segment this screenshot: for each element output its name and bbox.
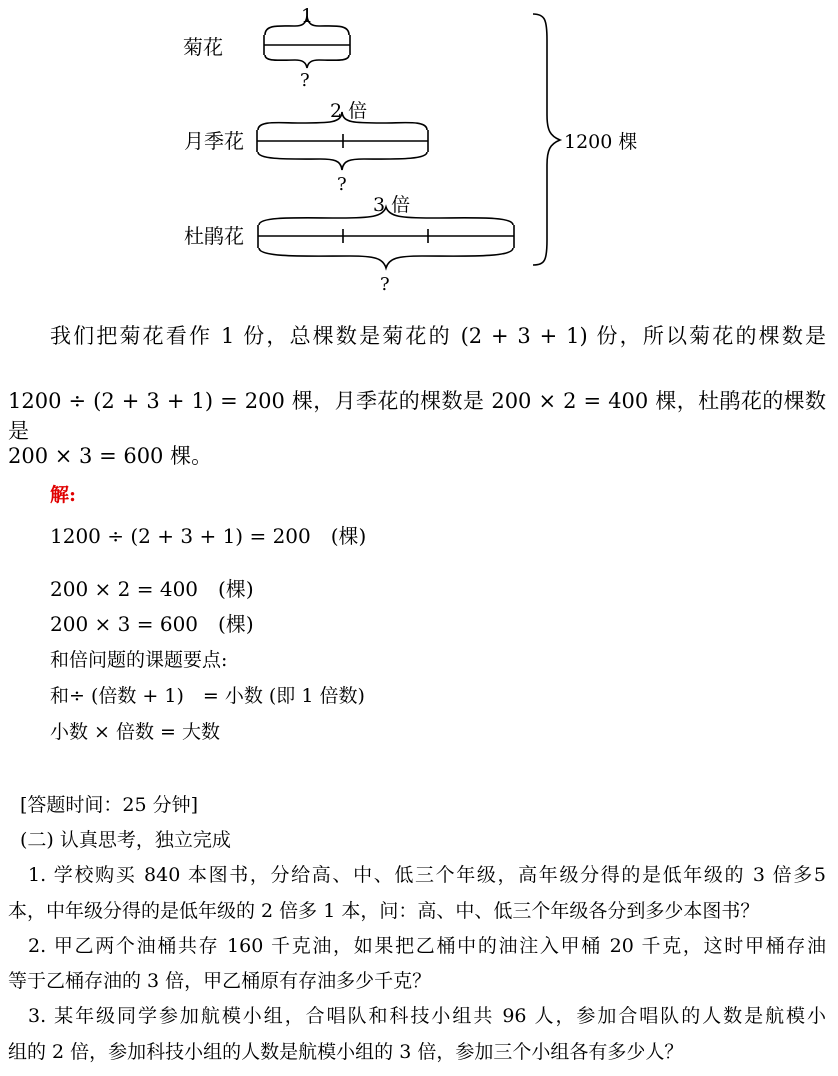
azalea-segment xyxy=(258,225,514,248)
chrysanthemum-bottom-label: ? xyxy=(300,70,310,91)
chrysanthemum-label: 菊花 xyxy=(183,35,223,59)
answer-time: [答题时间：25 分钟] xyxy=(20,794,199,816)
rose-label: 月季花 xyxy=(184,129,244,153)
azalea-bottom-brace xyxy=(259,248,513,268)
solution-equation-3: 200 × 3 = 600 (棵) xyxy=(50,612,254,636)
chrysanthemum-segment xyxy=(264,35,350,55)
rose-bottom-label: ? xyxy=(337,174,347,195)
azalea-label: 杜鹃花 xyxy=(184,224,244,248)
explanation-line-2: 1200 ÷ (2 + 3 + 1) = 200 棵，月季花的棵数是 200 × 2 = 400 棵，杜鹃花的棵数是 xyxy=(8,389,826,443)
chrysanthemum-top-label: 1 xyxy=(301,5,314,27)
key-point-2: 小数 × 倍数 = 大数 xyxy=(50,721,220,743)
rose-bottom-brace xyxy=(258,152,427,170)
chrysanthemum-bottom-brace xyxy=(265,55,349,68)
explanation-line-1: 我们把菊花看作 1 份，总棵数是菊花的 (2 + 3 + 1) 份，所以菊花的棵数是 xyxy=(50,324,826,348)
solution-equation-2: 200 × 2 = 400 (棵) xyxy=(50,577,254,601)
key-points-title: 和倍问题的课题要点: xyxy=(50,649,228,671)
key-point-1: 和÷ (倍数 + 1) = 小数 (即 1 倍数) xyxy=(50,685,365,707)
total-label: 1200 棵 xyxy=(564,131,638,153)
rose-segment xyxy=(257,130,428,152)
section-title: (二) 认真思考，独立完成 xyxy=(20,829,231,851)
question-1-line-1: 1. 学校购买 840 本图书，分给高、中、低三个年级，高年级分得的是低年级的 3 倍多5 xyxy=(28,864,826,886)
solution-equation-1: 1200 ÷ (2 + 3 + 1) = 200 (棵) xyxy=(50,524,367,548)
solution-heading: 解: xyxy=(50,484,77,506)
total-brace xyxy=(533,14,560,265)
question-2-line-2: 等于乙桶存油的 3 倍，甲乙桶原有存油多少千克？ xyxy=(8,970,432,992)
rose-top-label: 2 倍 xyxy=(330,100,368,122)
question-2-line-1: 2. 甲乙两个油桶共存 160 千克油，如果把乙桶中的油注入甲桶 20 千克，这时甲桶存油 xyxy=(28,935,826,957)
explanation-line-3: 200 × 3 = 600 棵。 xyxy=(8,444,213,468)
question-3-line-1: 3. 某年级同学参加航模小组，合唱队和科技小组共 96 人，参加合唱队的人数是航模小 xyxy=(28,1005,826,1027)
question-1-line-2: 本，中年级分得的是低年级的 2 倍多 1 本，问：高、中、低三个年级各分到多少本图书？ xyxy=(8,900,760,922)
azalea-bottom-label: ? xyxy=(380,274,390,295)
azalea-top-label: 3 倍 xyxy=(373,194,411,216)
question-3-line-2: 组的 2 倍，参加科技小组的人数是航模小组的 3 倍，参加三个小组各有多少人？ xyxy=(8,1041,684,1063)
line-segment-diagram xyxy=(0,0,838,300)
